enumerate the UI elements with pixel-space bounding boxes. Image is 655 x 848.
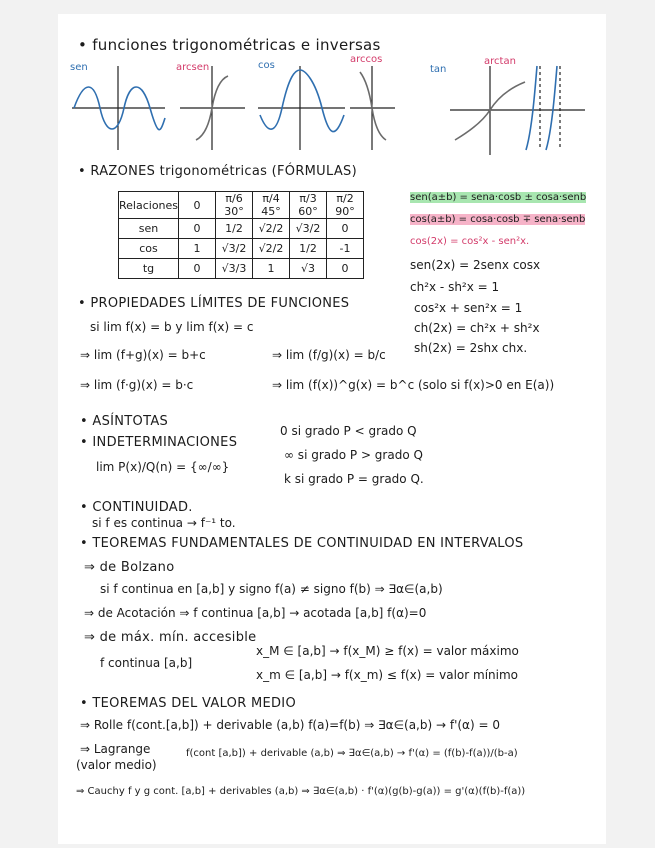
table-row (119, 219, 364, 239)
table-row (119, 239, 364, 259)
table-cell: 1 (253, 259, 290, 279)
rolle-line: ⇒ Rolle f(cont.[a,b]) + derivable (a,b) f(a)=f(b) ⇒ ∃α∈(a,b) → f'(α) = 0 (80, 718, 500, 732)
table-cell: 0 (179, 259, 216, 279)
table-header-cell: Relaciones (119, 192, 179, 219)
indeterminaciones-case: k si grado P = grado Q. (284, 472, 424, 486)
propiedades-heading: • PROPIEDADES LÍMITES DE FUNCIONES (78, 296, 350, 311)
lagrange-line: (valor medio) (76, 758, 157, 772)
acotacion-line: ⇒ de Acotación ⇒ f continua [a,b] → acotada [a,b] f(α)=0 (84, 606, 427, 620)
table-cell: -1 (327, 239, 364, 259)
valor-medio-heading: • TEOREMAS DEL VALOR MEDIO (80, 696, 296, 711)
maxmin-line: x_m ∈ [a,b] → f(x_m) ≤ f(x) = valor mínimo (256, 668, 519, 682)
propiedades-line: si lim f(x) = b y lim f(x) = c (90, 320, 254, 334)
section-bullet-title: • funciones trigonométricas e inversas (78, 36, 381, 54)
table-cell: √3/3 (216, 259, 253, 279)
graph-label-arccos: arccos (350, 54, 383, 65)
table-cell: 1 (179, 239, 216, 259)
table-row (119, 259, 364, 279)
maxmin-heading: ⇒ de máx. mín. accesible (84, 630, 257, 645)
title-text: funciones trigonométricas e inversas (92, 36, 381, 54)
trig-table (118, 191, 364, 279)
bolzano-line: si f continua en [a,b] y signo f(a) ≠ signo f(b) ⇒ ∃α∈(a,b) (100, 582, 443, 596)
propiedades-line: ⇒ lim (f·g)(x) = b·c (80, 378, 194, 392)
indeterminaciones-limit: lim P(x)/Q(n) = {∞/∞} (96, 460, 230, 474)
table-header-cell: π/6 30° (216, 192, 253, 219)
table-cell: sen (119, 219, 179, 239)
table-header-row (119, 192, 364, 219)
table-cell: √2/2 (253, 239, 290, 259)
formula-line: sen(a±b) = sena·cosb ± cosa·senb (410, 192, 587, 203)
bolzano-heading: ⇒ de Bolzano (84, 560, 175, 575)
teoremas-heading: • TEOREMAS FUNDAMENTALES DE CONTINUIDAD EN INTERVALOS (80, 536, 524, 551)
table-cell: 1/2 (290, 239, 327, 259)
continuidad-heading: • CONTINUIDAD. (80, 500, 193, 515)
formula-line: cos²x + sen²x = 1 (414, 301, 523, 315)
formula-line: ch(2x) = ch²x + sh²x (414, 321, 540, 335)
table-header-cell: π/3 60° (290, 192, 327, 219)
indeterminaciones-heading: • INDETERMINACIONES (80, 435, 238, 450)
formula-line: sh(2x) = 2shx chx. (414, 341, 528, 355)
formula-line: sen(2x) = 2senx cosx (410, 258, 541, 272)
graph-label-arcsen: arcsen (176, 62, 210, 73)
table-header-cell: π/2 90° (327, 192, 364, 219)
lagrange-line: f(cont [a,b]) + derivable (a,b) ⇒ ∃α∈(a,b) → f'(α) = (f(b)-f(a))/(b-a) (186, 748, 518, 759)
table-cell: 0 (327, 219, 364, 239)
propiedades-line: ⇒ lim (f(x))^g(x) = b^c (solo si f(x)>0 en E(a)) (272, 378, 555, 392)
table-header-cell: 0 (179, 192, 216, 219)
continuidad-line: si f es continua → f⁻¹ to. (92, 516, 236, 530)
graph-label-cos: cos (258, 60, 275, 71)
indeterminaciones-case: 0 si grado P < grado Q (280, 424, 417, 438)
graph-label-sen: sen (70, 62, 88, 73)
graph-label-tan: tan (430, 64, 447, 75)
indeterminaciones-case: ∞ si grado P > grado Q (284, 448, 423, 462)
table-cell: √3/2 (290, 219, 327, 239)
cauchy-line: ⇒ Cauchy f y g cont. [a,b] + derivables (a,b) ⇒ ∃α∈(a,b) · f'(α)(g(b)-g(a)) = g'(α)(f(b)-f(a)) (76, 786, 526, 797)
formula-line: cos(a±b) = cosa·cosb ∓ sena·senb (410, 214, 586, 225)
table-cell: cos (119, 239, 179, 259)
table-header-cell: π/4 45° (253, 192, 290, 219)
formula-line: cos(2x) = cos²x - sen²x. (410, 236, 530, 247)
propiedades-line: ⇒ lim (f/g)(x) = b/c (272, 348, 386, 362)
maxmin-line: f continua [a,b] (100, 656, 193, 670)
table-cell: 0 (327, 259, 364, 279)
asintotas-heading: • ASÍNTOTAS (80, 414, 169, 429)
lagrange-line: ⇒ Lagrange (80, 742, 151, 756)
maxmin-line: x_M ∈ [a,b] → f(x_M) ≥ f(x) = valor máximo (256, 644, 519, 658)
table-cell: √3/2 (216, 239, 253, 259)
table-cell: √2/2 (253, 219, 290, 239)
formula-line: ch²x - sh²x = 1 (410, 280, 500, 294)
razones-heading: • RAZONES trigonométricas (FÓRMULAS) (78, 164, 357, 179)
table-cell: √3 (290, 259, 327, 279)
table-cell: 1/2 (216, 219, 253, 239)
propiedades-line: ⇒ lim (f+g)(x) = b+c (80, 348, 206, 362)
table-cell: tg (119, 259, 179, 279)
table-cell: 0 (179, 219, 216, 239)
graph-label-arctan: arctan (484, 56, 516, 67)
